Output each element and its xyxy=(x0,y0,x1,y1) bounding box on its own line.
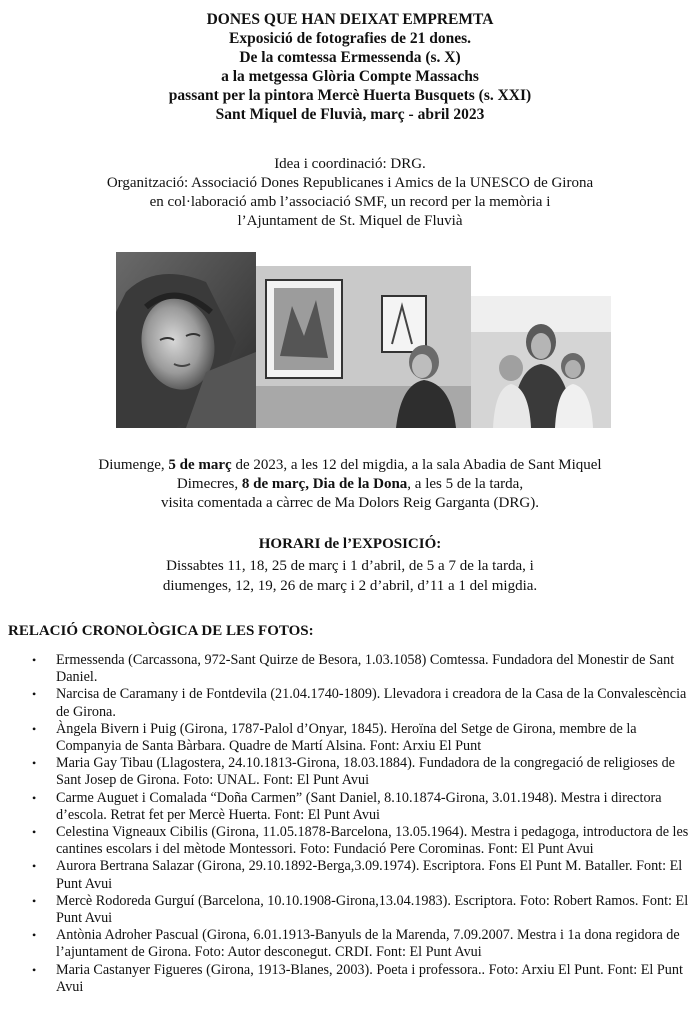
photo-family xyxy=(471,296,611,428)
list-item xyxy=(0,686,700,720)
bullet-icon: • xyxy=(32,687,37,702)
credits-line-4: l’Ajuntament de St. Miquel de Fluvià xyxy=(237,213,463,229)
photo-list xyxy=(0,652,700,996)
hours-block xyxy=(0,556,700,596)
credits-block xyxy=(0,155,700,231)
list-item-text: Maria Castanyer Figueres (Girona, 1913-Blanes, 2003). Poeta i professora.. Foto: Arxiu El Punt. Font: El Punt Avui xyxy=(56,961,683,995)
event-opening-day: Diumenge, xyxy=(98,457,169,473)
list-item xyxy=(0,858,700,892)
list-item xyxy=(0,893,700,927)
list-item-text: Maria Gay Tibau (Llagostera, 24.10.1813-Girona, 18.03.1884). Fundadora de la congregació de religioses de Sant Josep de Girona. Foto: UNAL. Font: El Punt Avui xyxy=(56,755,675,789)
list-item-text: Carme Auguet i Comalada “Doña Carmen” (Sant Daniel, 8.10.1874-Girona, 3.01.1948). Mestra i directora d’escola. Retrat fet per Mercè Huerta. Font: El Punt Avui xyxy=(56,789,662,823)
list-item xyxy=(0,927,700,961)
list-item xyxy=(0,755,700,789)
list-item xyxy=(0,721,700,755)
bullet-icon: • xyxy=(32,893,37,908)
list-item-text: Aurora Bertrana Salazar (Girona, 29.10.1892-Berga,3.09.1974). Escriptora. Fons El Punt M. Bataller. Font: El Punt Avui xyxy=(56,858,683,892)
credits-line-3: en col·laboració amb l’associació SMF, un record per la memòria i xyxy=(149,194,551,210)
photo-collage xyxy=(116,252,611,428)
bullet-icon: • xyxy=(32,756,37,771)
list-item xyxy=(0,652,700,686)
event-guided-visit: visita comentada a càrrec de Ma Dolors Reig Garganta (DRG). xyxy=(161,495,539,511)
bullet-icon: • xyxy=(32,825,37,840)
list-item-text: Àngela Bivern i Puig (Girona, 1787-Palol d’Onyar, 1845). Heroïna del Setge de Girona, membre de la Companyia de Santa Bàrbara. Quadre de Martí Alsina. Font: Arxiu El Punt xyxy=(56,720,637,755)
list-item xyxy=(0,824,700,858)
photo-gallery xyxy=(256,266,471,428)
hours-saturdays: Dissabtes 11, 18, 25 de març i 1 d’abril, de 5 a 7 de la tarda, i xyxy=(166,558,534,574)
header-place-date: Sant Miquel de Fluvià, març - abril 2023 xyxy=(215,106,485,123)
list-item-text: Celestina Vigneaux Cibilis (Girona, 11.05.1878-Barcelona, 13.05.1964). Mestra i pedagoga, introductora de les cantines escolars i del mètode Montessori. Foto: Fundació Pere Corominas. Font: El Punt Avui xyxy=(56,824,689,858)
exhibition-header xyxy=(0,10,700,124)
hours-sundays: diumenges, 12, 19, 26 de març i 2 d’abril, d’11 a 1 del migdia. xyxy=(162,578,538,594)
list-item xyxy=(0,790,700,824)
event-womens-day-time: , a les 5 de la tarda, xyxy=(407,476,524,492)
list-item xyxy=(0,962,700,996)
list-item-text: Mercè Rodoreda Gurguí (Barcelona, 10.10.1908-Girona,13.04.1983). Escriptora. Foto: Robert Ramos. Font: El Punt Avui xyxy=(56,892,689,927)
bullet-icon: • xyxy=(32,859,37,874)
header-title: DONES QUE HAN DEIXAT EMPREMTA xyxy=(206,11,494,28)
header-subtitle: Exposició de fotografies de 21 dones. xyxy=(229,30,471,47)
hours-title: HORARI de l’EXPOSICIÓ: xyxy=(258,536,442,552)
event-womens-day-date: 8 de març, Dia de la Dona xyxy=(241,476,408,492)
list-item-text: Antònia Adroher Pascual (Girona, 6.01.1913-Banyuls de la Marenda, 7.09.2007. Mestra i 1a dona regidora de l’ajuntament de Girona. Foto: Autor desconegut. CRDI. Font: El Punt Avui xyxy=(56,927,680,961)
bullet-icon: • xyxy=(32,962,37,977)
bullet-icon: • xyxy=(32,790,37,805)
event-opening-date: 5 de març xyxy=(168,457,232,473)
header-line-5: passant per la pintora Mercè Huerta Busquets (s. XXI) xyxy=(168,87,532,104)
header-line-4: a la metgessa Glòria Compte Massachs xyxy=(221,68,479,85)
events-block xyxy=(0,456,700,513)
bullet-icon: • xyxy=(32,721,37,736)
bullet-icon: • xyxy=(32,928,37,943)
photo-sculpture xyxy=(116,252,256,428)
credits-line-2: Organització: Associació Dones Republicanes i Amics de la UNESCO de Girona xyxy=(106,175,594,191)
event-opening-details: de 2023, a les 12 del migdia, a la sala Abadia de Sant Miquel xyxy=(231,457,602,473)
photo-list-title: RELACIÓ CRONOLÒGICA DE LES FOTOS: xyxy=(8,623,314,639)
header-line-3: De la comtessa Ermessenda (s. X) xyxy=(239,49,461,66)
event-opening xyxy=(0,456,700,475)
event-womens-day xyxy=(0,475,700,494)
list-item-text: Narcisa de Caramany i de Fontdevila (21.04.1740-1809). Llevadora i creadora de la Casa de la Convalescència de Girona. xyxy=(56,686,687,720)
bullet-icon: • xyxy=(32,653,37,667)
list-item-text: Ermessenda (Carcassona, 972-Sant Quirze de Besora, 1.03.1058) Comtessa. Fundadora del Monestir de Sant Daniel. xyxy=(56,652,675,686)
credits-line-1: Idea i coordinació: DRG. xyxy=(274,156,426,172)
event-womens-day-day: Dimecres, xyxy=(176,476,242,492)
